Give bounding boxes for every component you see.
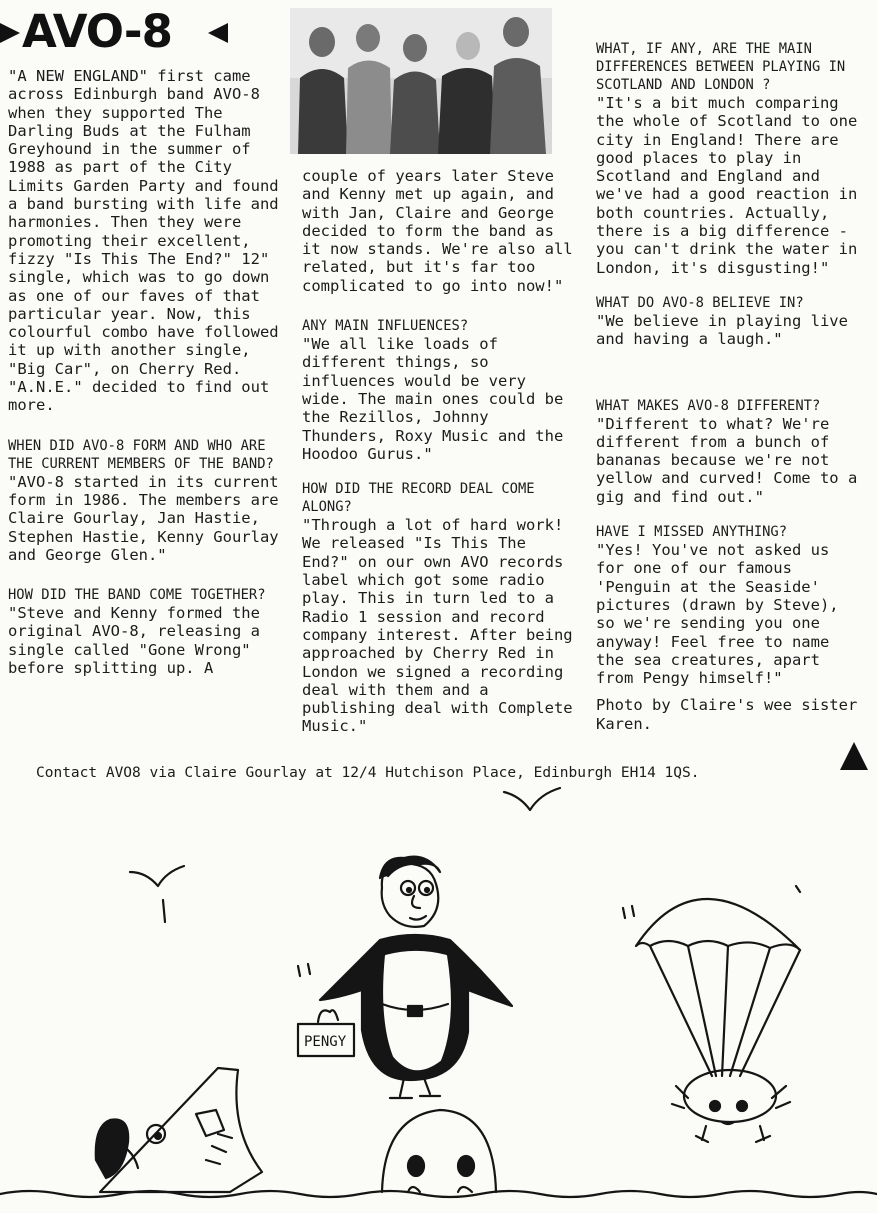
seagull-icon [504, 788, 560, 810]
parachute [636, 899, 800, 950]
question-influences: ANY MAIN INFLUENCES? [302, 318, 469, 335]
answer-differences: "It's a bit much comparing the whole of Scotland to one city in England! There are good places to play in Scotland and England and we've had a good reaction in both countries. Actually, there is a big difference - you can't drink the water in London, it's disgusting!" [596, 94, 858, 277]
masthead-title: AVO-8 [22, 5, 172, 58]
answer-influences: "We all like loads of different things, so influences would be very wide. The main ones could be the Rezillos, Johnny Thunders, Roxy Music and the Hoodoo Gurus." [302, 335, 564, 463]
column-1 [8, 67, 280, 677]
bag-label: PENGY [304, 1034, 347, 1050]
answer-formation: "AVO-8 started in its current form in 1986. The members are Claire Gourlay, Jan Hastie, Stephen Hastie, Kenny Gourlay and George Glen." [8, 472, 279, 564]
answer-record-deal: "Through a lot of hard work! We released "Is This The End?" on our own AVO records label which got some radio play. This in turn led to a Radio 1 session and record company interest. After being approached by Cherry Red in London we signed a recording deal with them and a publishing deal with Complete Music." [302, 516, 573, 736]
penguin-cartoon [0, 780, 877, 1213]
creature-body [684, 1070, 776, 1122]
band-photo [290, 8, 552, 154]
answer-origin: "Steve and Kenny formed the original AVO-8, releasing a single called "Gone Wrong" before splitting up. A [8, 604, 260, 678]
question-differences: WHAT, IF ANY, ARE THE MAIN DIFFERENCES BETWEEN PLAYING IN SCOTLAND AND LONDON ? [596, 41, 846, 93]
contact-line: Contact AVO8 via Claire Gourlay at 12/4 Hutchison Place, Edinburgh EH14 1QS. [36, 765, 700, 781]
question-formation: WHEN DID AVO-8 FORM AND WHO ARE THE CURRENT MEMBERS OF THE BAND? [8, 437, 274, 472]
question-missed: HAVE I MISSED ANYTHING? [596, 524, 788, 541]
seagull-icon [130, 866, 184, 886]
question-different: WHAT MAKES AVO-8 DIFFERENT? [596, 397, 821, 414]
question-beliefs: WHAT DO AVO-8 BELIEVE IN? [596, 294, 804, 311]
question-origin: HOW DID THE BAND COME TOGETHER? [8, 587, 266, 604]
rock-creature [382, 1110, 496, 1192]
answer-beliefs: "We believe in playing live and having a laugh." [596, 311, 848, 349]
intro-paragraph: "A NEW ENGLAND" first came across Edinburgh band AVO-8 when they supported The Darling Buds at the Fulham Greyhound in the summer of 1988 as part of the City Limits Garden Party and found a band bursting with life and harmonies. Then they were promoting their excellent, fizzy "Is This The End?" 12" single, which was to go down as one of our faves of that particular year. Now, this colourful combo have followed it up with another single, "Big Car", on Cherry Red. "A.N.E." decided to find out more. [8, 67, 279, 415]
column-2 [302, 167, 580, 736]
left-triangle-icon [0, 23, 20, 43]
right-triangle-icon [208, 23, 228, 43]
answer-different: "Different to what? We're different from a bunch of bananas because we're not yellow and curved! Come to a gig and find out." [596, 414, 858, 506]
sea-line [0, 1191, 877, 1197]
question-record-deal: HOW DID THE RECORD DEAL COME ALONG? [302, 481, 535, 516]
column-3 [596, 40, 860, 733]
answer-missed: "Yes! You've not asked us for one of our famous 'Penguin at the Seaside' pictures (drawn by Steve), so we're sending you one anyway! Feel free to name the sea creatures, apart from Pengy himself!" [596, 541, 839, 688]
answer-origin-continued: couple of years later Steve and Kenny met up again, and with Jan, Claire and George decided to form the band as it now stands. We're also all related, but it's far too complicated to go into now!" [302, 167, 573, 295]
photo-credit: Photo by Claire's wee sister Karen. [596, 696, 858, 733]
masthead [0, 5, 240, 58]
